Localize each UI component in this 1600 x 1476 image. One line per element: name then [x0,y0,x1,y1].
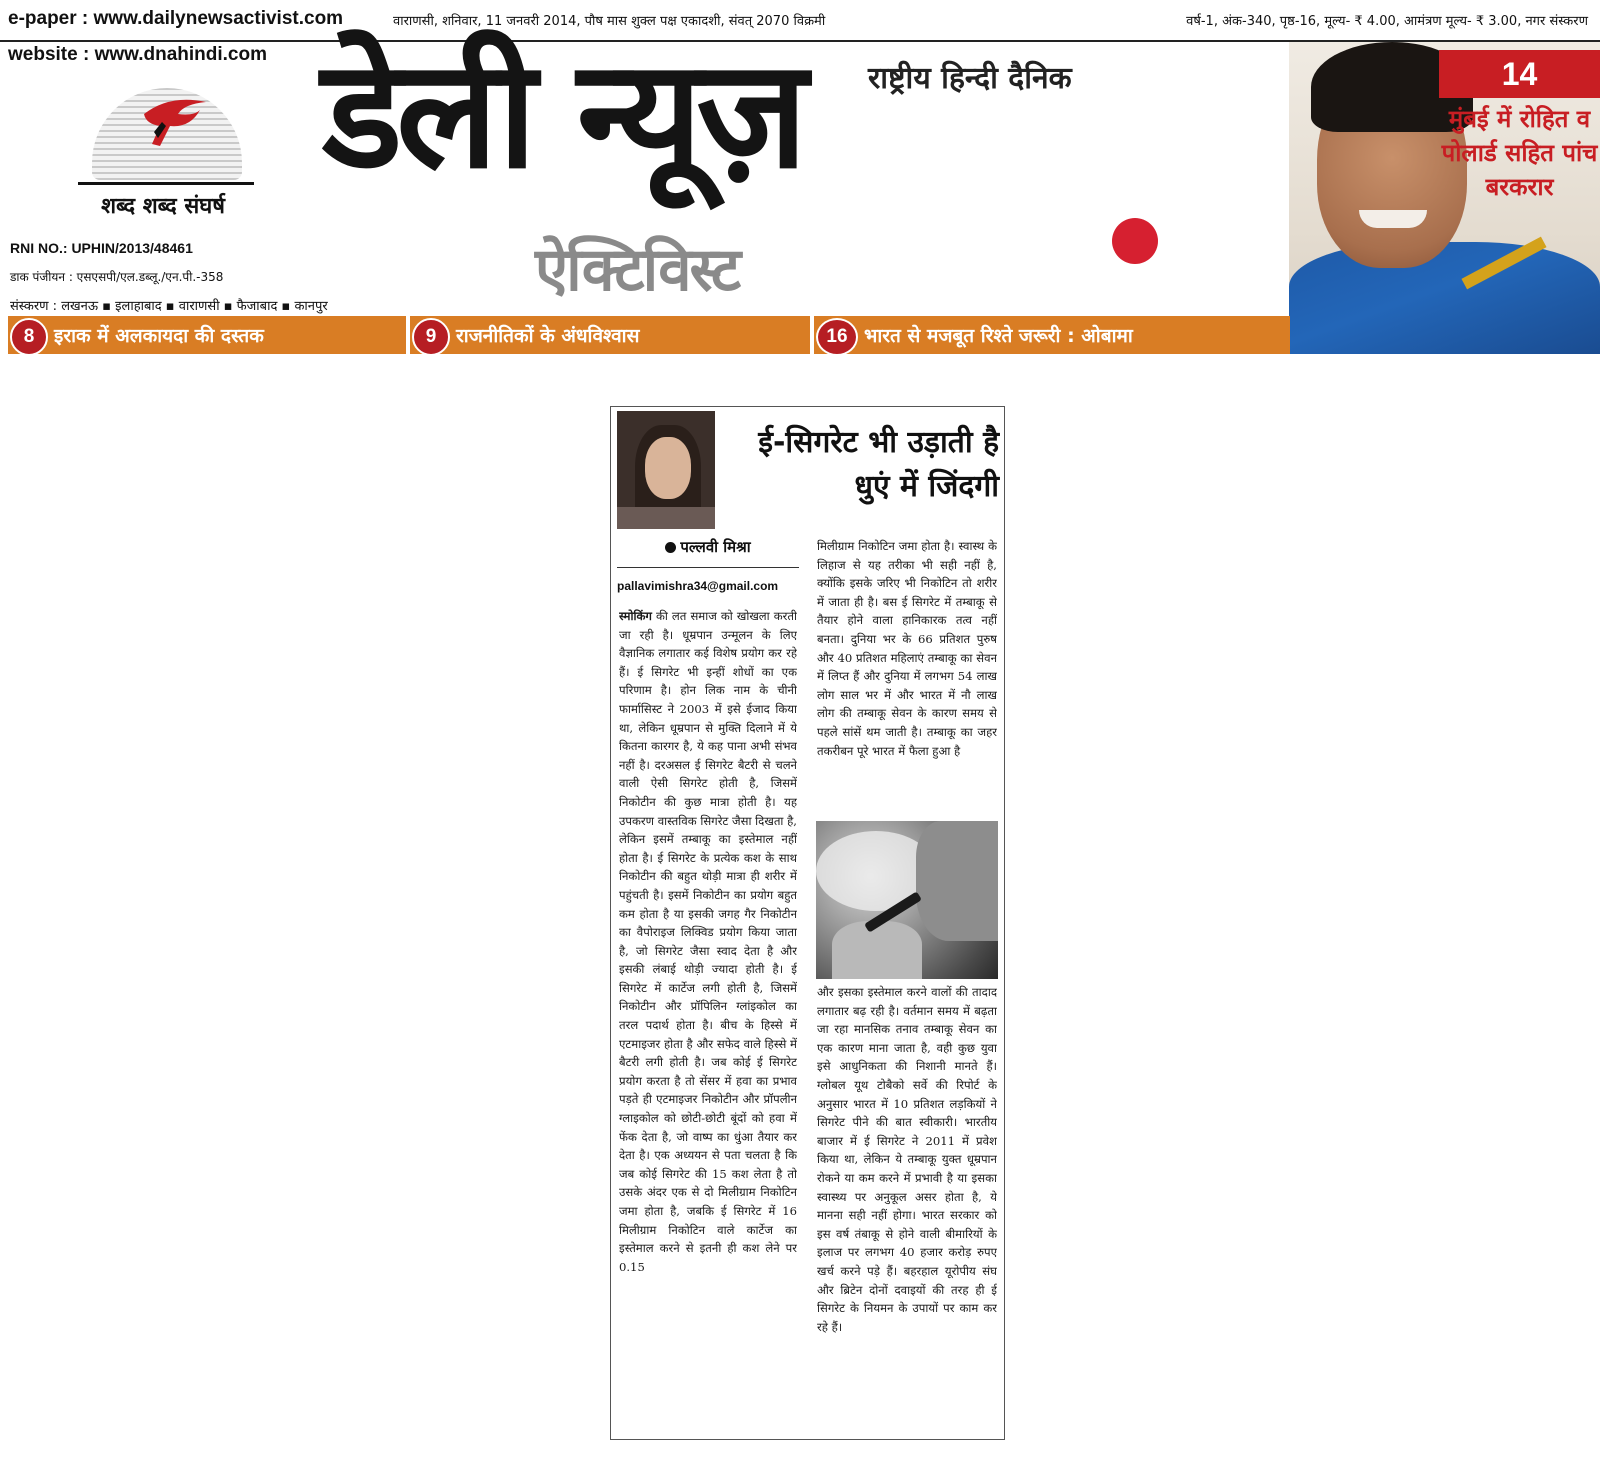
article-column-1 [619,607,797,1433]
editions-list: संस्करण : लखनऊ ▪ इलाहाबाद ▪ वाराणसी ▪ फैजाबाद ▪ कानपुर [10,299,328,314]
article-column-1-text: की लत समाज को खोखला करती जा रही है। धूम्रपान उन्मूलन के लिए वैज्ञानिक लगातार कई विशेष प्रयोग कर रहे हैं। ई सिगरेट भी इन्हीं शोधों का एक परिणाम है। होन लिक नाम के चीनी फार्मासिस्ट ने 2003 में इसे ईजाद किया था, लेकिन धूम्रपान से मुक्ति दिलाने में ये कितना कारगर है, ये कह पाना अभी संभव नहीं है। दरअसल ई सिगरेट बैटरी से चलने वाली ऐसी सिगरेट होती है, जिसमें निकोटीन की कुछ मात्रा होती है। यह उपकरण वास्तविक सिगरेट जैसा दिखता है, लेकिन इसमें तम्बाकू का इस्तेमाल नहीं होता है। ई सिगरेट के प्रत्येक कश के साथ निकोटीन की बहुत थोड़ी मात्रा ही शरीर में पहुंचती है। इसमें निकोटीन का प्रयोग बहुत कम होता है या इसकी जगह गैर निकोटीन का वैपोराइज लिक्विड प्रयोग किया जाता है, जो सिगरेट जैसा स्वाद देता है और इसकी लंबाई थोड़ी ज्यादा होती है। ई सिगरेट में कार्टेज लगी होती है, जिसमें निकोटीन और प्रॉपिलिन ग्लांइकोल का तरल पदार्थ होता है। बीच के हिस्से में एटमाइजर होता है और सफेद वाले हिस्से में बैटरी लगी होती है। जब कोई ई सिगरेट प्रयोग करता है तो सेंसर में हवा का प्रभाव पड़ते ही एटमाइजर निकोटीन और प्रॉपलीन ग्लाइकोल को छोटी-छोटी बूंदों को हवा में फेंक देता है, जो वाष्प का धुंआ तैयार कर देता है। एक अध्ययन से पता चलता है कि जब कोई सिगरेट की 15 कश लेता है तो उसके अंदर एक से दो मिलीग्राम निकोटिन जमा होता है, जबकि ई सिगरेट में 16 मिलीग्राम निकोटिन वाले कार्टेज का इस्तेमाल करने से इतनी ही कश लेने पर 0.15 [619,609,797,1274]
newspaper-logo [70,82,256,218]
article-headline: ई-सिगरेट भी उड़ाती है धुएं में जिंदगी [758,425,999,504]
article-column-2-bottom: और इसका इस्तेमाल करने वालों की तादाद लगातार बढ़ रही है। वर्तमान समय में बढ़ता जा रहा मानसिक तनाव तम्बाकू सेवन का एक कारण माना जाता है, वही कुछ युवा इसे आधुनिकता की निशानी मानते हैं। ग्लोबल यूथ टोबैको सर्वे की रिपोर्ट के अनुसार भारत में 10 प्रतिशत लड़कियों ने सिगरेट पीने की बात स्वीकारी। भारतीय बाजार में ई सिगरेट ने 2011 में प्रवेश किया था, लेकिन ये तम्बाकू युक्त धूम्रपान रोकने या कम करने में प्रभावी है या इसका स्वास्थ्य पर अनुकूल असर होता है, ये मानना सही नहीं होगा। भारत सरकार को इस वर्ष तंबाकू से होने वाली बीमारियों के इलाज पर लगभग 40 हजार करोड़ रुपए खर्च करने पड़े हैं। बहरहाल यूरोपीय संघ और ब्रिटेन दोनों दवाइयों की तरह ही ई सिगरेट के नियमन के उपायों पर काम कर रहे हैं। [817,985,997,1334]
cover-photo-smile [1359,210,1427,228]
pen-nib-icon [140,92,210,148]
issue-meta: वर्ष-1, अंक-340, पृष्ठ-16, मूल्य- ₹ 4.00, आमंत्रण मूल्य- ₹ 3.00, नगर संस्करण [1186,14,1588,29]
teaser-text: इराक में अलकायदा की दस्तक [54,325,264,347]
title-red-dot [1112,218,1158,264]
article-photo-vaping [816,821,998,979]
teaser-text: राजनीतिकों के अंधविश्वास [456,325,640,347]
epaper-url[interactable]: e-paper : www.dailynewsactivist.com [8,8,344,29]
cover-photo-jersey [1289,242,1600,354]
bullet-icon [665,542,676,553]
teaser-text: भारत से मजबूत रिश्ते जरूरी : ओबामा [864,325,1133,347]
teaser-item[interactable] [410,316,810,354]
author-byline [617,537,799,557]
author-photo-face [645,437,691,499]
lead-word: स्मोकिंग [619,609,652,623]
teaser-item[interactable] [814,316,1290,354]
cover-teaser-text: मुंबई में रोहित व पोलार्ड सहित पांच बरकरार [1441,105,1598,201]
author-name: पल्लवी मिश्रा [680,538,751,556]
cover-page-number: 14 [1501,56,1538,92]
teaser-page-number: 16 [816,318,858,356]
author-photo-shirt [617,507,715,529]
teaser-item[interactable] [8,316,406,354]
newspaper-title: डेली न्यूज़ [322,28,802,202]
vape-face [916,821,998,941]
dateline: वाराणसी, शनिवार, 11 जनवरी 2014, पौष मास शुक्ल पक्ष एकादशी, संवत् 2070 विक्रमी [393,14,826,29]
logo-rule [78,182,254,185]
rni-number: RNI NO.: UPHIN/2013/48461 [10,240,193,256]
logo-tagline: शब्द शब्द संघर्ष [101,194,225,219]
vape-hand [832,921,922,979]
article [610,406,1005,1440]
newspaper-subtitle: ऐक्टिविस्ट [535,235,740,305]
cover-teaser[interactable] [1289,42,1600,354]
article-column-2-top: मिलीग्राम निकोटिन जमा होता है। स्वास्थ के लिहाज से यह तरीका भी सही नहीं है, क्योंकि इसके जरिए भी निकोटिन तो शरीर में जाता ही है। बस ई सिगरेट में तम्बाकू से तैयार होने वाला हानिकारक तत्व नहीं बनता। दुनिया भर के 66 प्रतिशत पुरुष और 40 प्रतिशत महिलाएं तम्बाकू का सेवन में लिप्त हैं और दुनिया में लगभग 54 लाख लोग साल भर में और भारत में नौ लाख लोग की तम्बाकू सेवन के कारण समय से पहले सांसें थम जाती है। तम्बाकू का जहर तकरीबन पूरे भारत में फैला हुआ है [817,539,997,758]
author-email[interactable]: pallavimishra34@gmail.com [617,579,779,593]
author-photo [617,411,715,529]
teaser-page-number: 9 [412,318,450,356]
newspaper-kicker: राष्ट्रीय हिन्दी दैनिक [868,61,1072,96]
byline-divider [617,567,799,568]
postal-registration: डाक पंजीयन : एसएसपी/एल.डब्लू./एन.पी.-358 [10,270,224,284]
teaser-page-number: 8 [10,318,48,356]
website-url[interactable]: website : www.dnahindi.com [8,44,267,65]
